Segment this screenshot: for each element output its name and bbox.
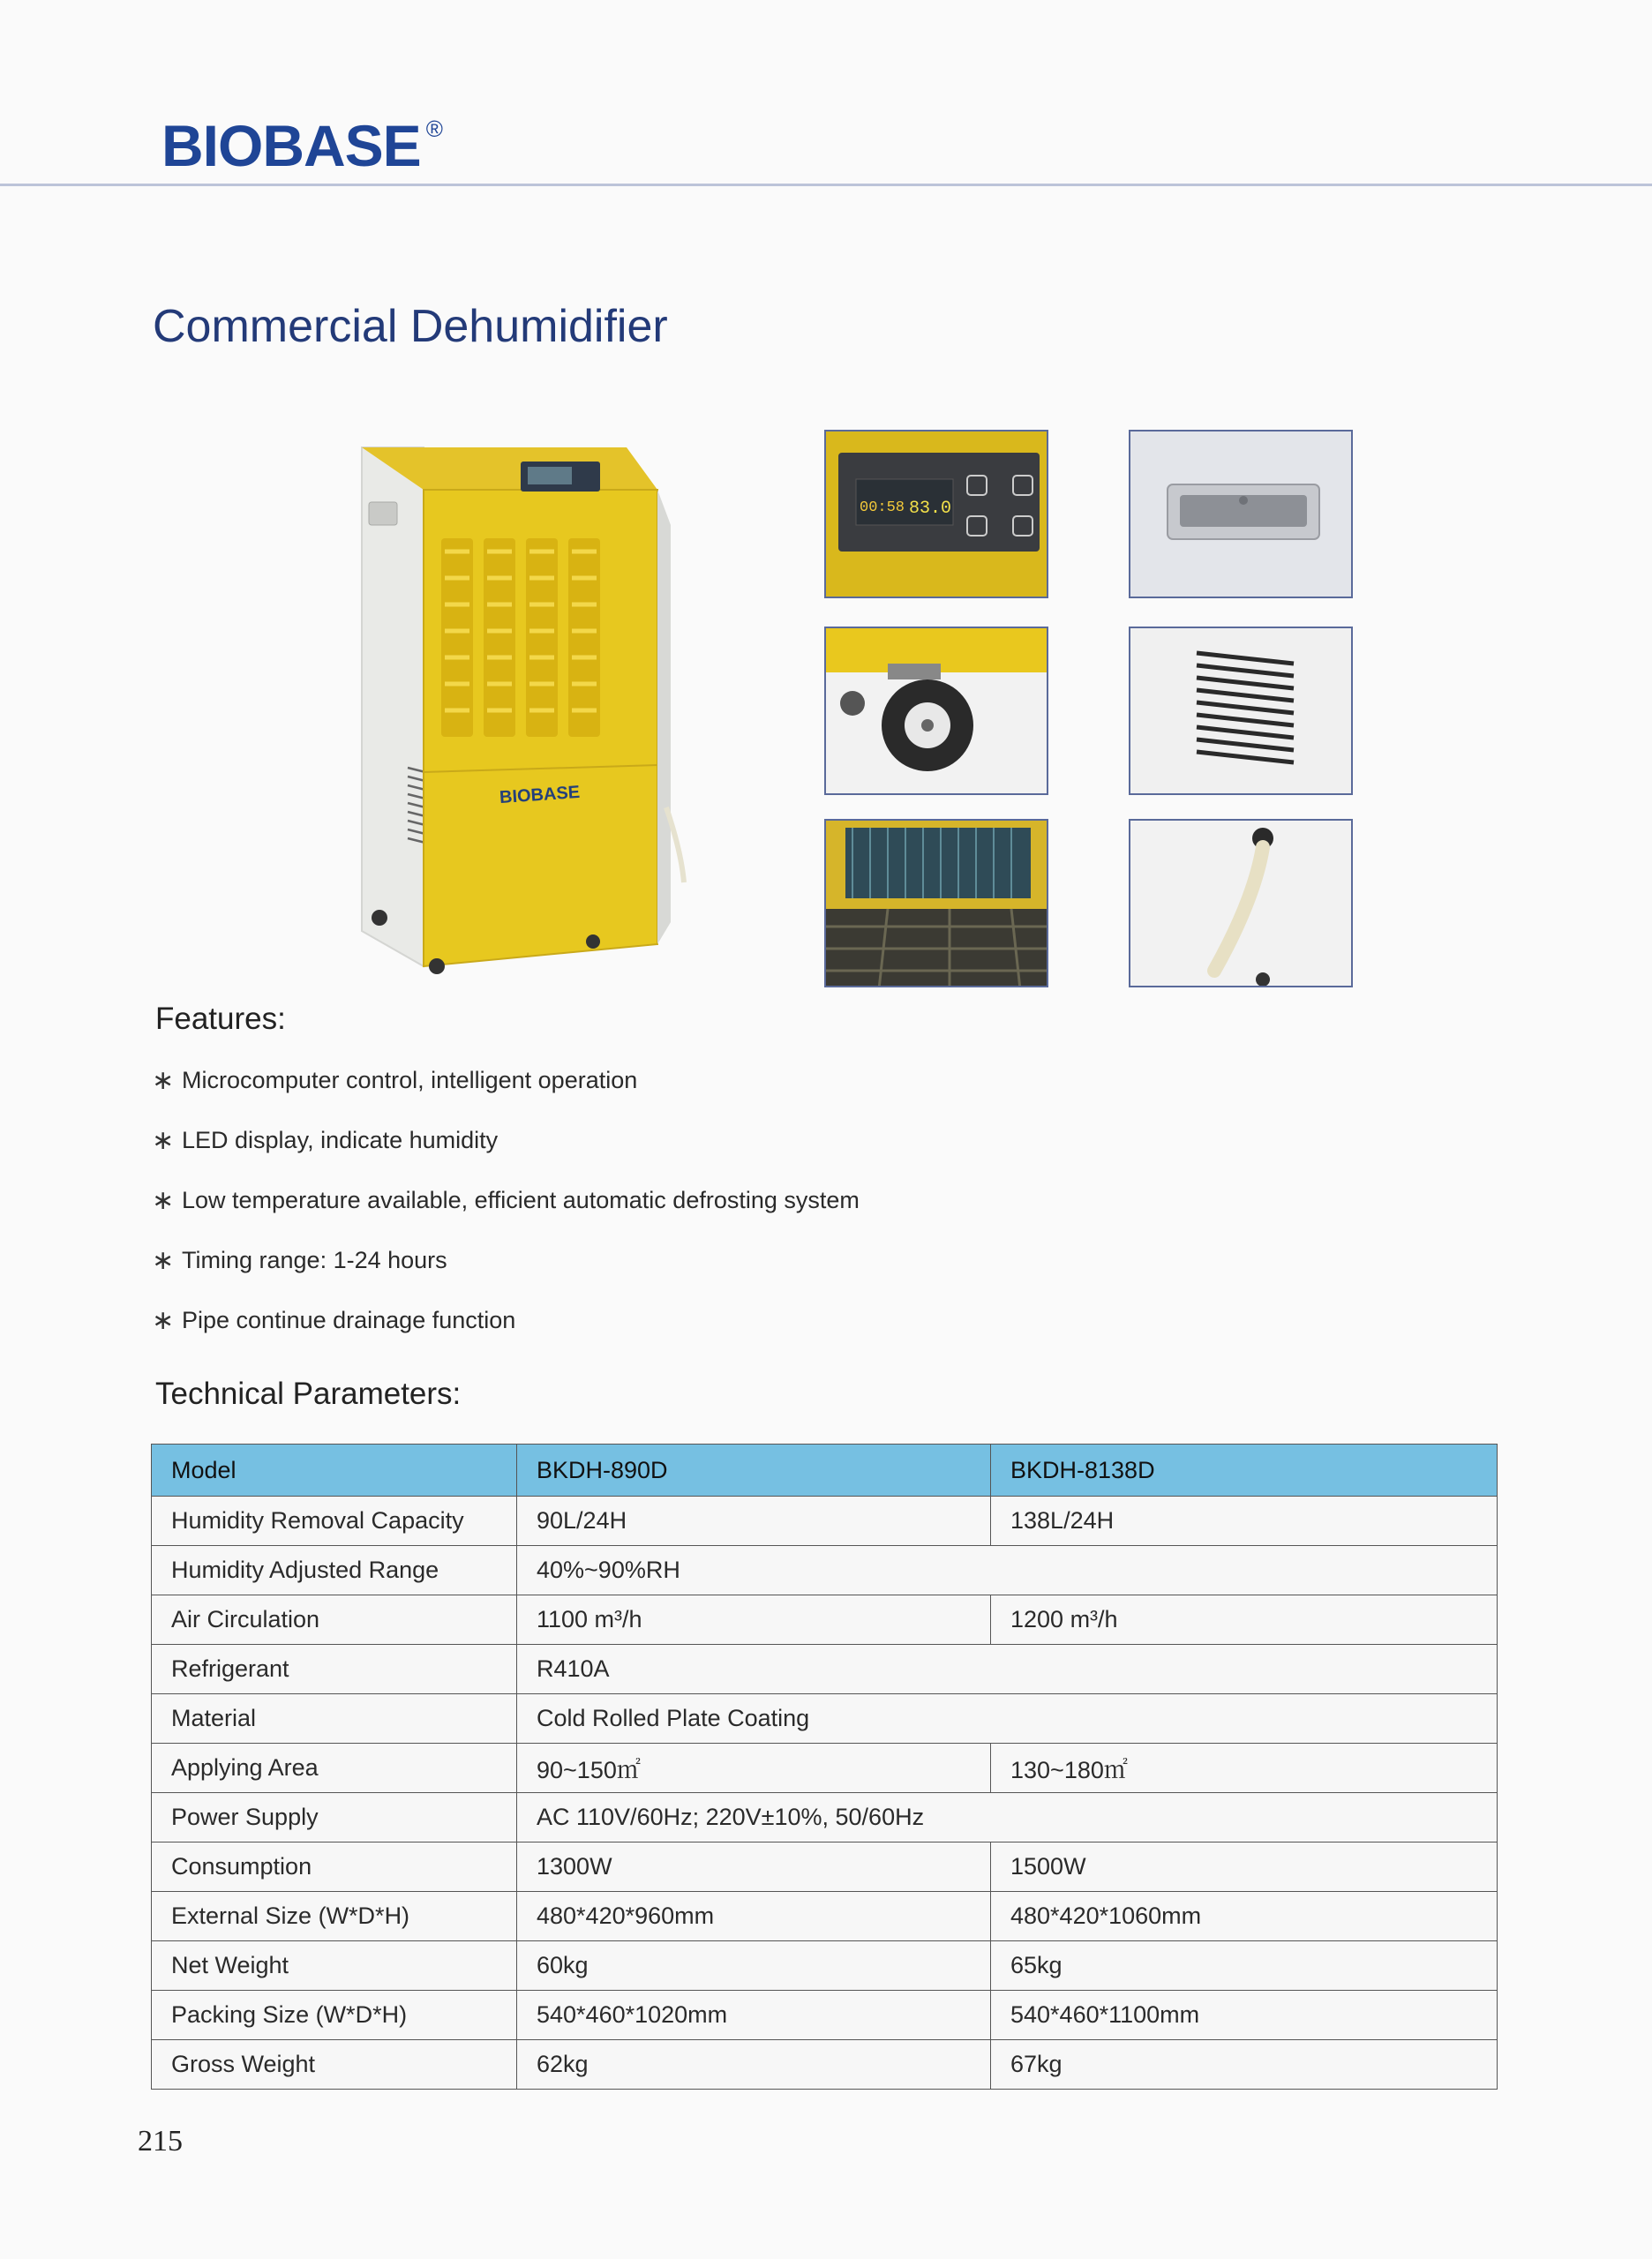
feature-bullet: ∗ [152, 1125, 175, 1155]
table-row [152, 2040, 1498, 2090]
param-label: Packing Size (W*D*H) [152, 1991, 517, 2040]
param-value: 67kg [991, 2040, 1498, 2090]
feature-bullet: ∗ [152, 1305, 175, 1335]
param-value: 62kg [517, 2040, 991, 2090]
param-label: Gross Weight [152, 2040, 517, 2090]
panel-timer-readout: 00:58 [860, 499, 905, 516]
detail-image-control-panel [824, 430, 1048, 598]
header-model-b: BKDH-8138D [991, 1445, 1498, 1497]
feature-text: Microcomputer control, intelligent operation [182, 1066, 638, 1093]
param-value: 40%~90%RH [517, 1546, 1498, 1595]
feature-bullet: ∗ [152, 1185, 175, 1215]
param-label: Humidity Adjusted Range [152, 1546, 517, 1595]
params-heading: Technical Parameters: [155, 1377, 462, 1411]
panel-humidity-readout: 83.0 [909, 499, 952, 519]
table-row [152, 1991, 1498, 2040]
hero-product-image [353, 437, 688, 982]
feature-item [152, 1290, 860, 1350]
param-value: 1100 m³/h [517, 1595, 991, 1645]
feature-text: Low temperature available, efficient automatic defrosting system [182, 1186, 860, 1213]
table-header-row [152, 1445, 1498, 1497]
detail-image-filter-coil [824, 819, 1048, 987]
param-label: Consumption [152, 1842, 517, 1892]
table-row [152, 1941, 1498, 1991]
table-row [152, 1744, 1498, 1793]
feature-bullet: ∗ [152, 1065, 175, 1095]
registered-mark: ® [425, 116, 442, 142]
header-model-a: BKDH-890D [517, 1445, 991, 1497]
param-label: Humidity Removal Capacity [152, 1497, 517, 1546]
page-number: 215 [138, 2125, 183, 2158]
param-label: Refrigerant [152, 1645, 517, 1694]
features-list [152, 1050, 860, 1350]
param-label: External Size (W*D*H) [152, 1892, 517, 1941]
technical-parameters-table [151, 1444, 1498, 2090]
table-row [152, 1497, 1498, 1546]
detail-image-drain-pipe [1129, 819, 1353, 987]
param-value: 1200 m³/h [991, 1595, 1498, 1645]
param-value: 90~150㎡ [517, 1744, 991, 1793]
header-divider [0, 184, 1652, 186]
table-row [152, 1793, 1498, 1842]
page-title: Commercial Dehumidifier [153, 301, 668, 352]
param-label: Net Weight [152, 1941, 517, 1991]
feature-item [152, 1110, 860, 1170]
param-value: 90L/24H [517, 1497, 991, 1546]
param-value: 60kg [517, 1941, 991, 1991]
param-value: AC 110V/60Hz; 220V±10%, 50/60Hz [517, 1793, 1498, 1842]
feature-item [152, 1230, 860, 1290]
param-value: 1300W [517, 1842, 991, 1892]
feature-text: Pipe continue drainage function [182, 1306, 516, 1333]
param-label: Material [152, 1694, 517, 1744]
detail-image-air-vent-grille [1129, 627, 1353, 795]
param-value: R410A [517, 1645, 1498, 1694]
param-value: 480*420*960mm [517, 1892, 991, 1941]
feature-text: Timing range: 1-24 hours [182, 1246, 447, 1273]
feature-item [152, 1170, 860, 1230]
feature-item [152, 1050, 860, 1110]
features-heading: Features: [155, 1002, 286, 1036]
table-row [152, 1842, 1498, 1892]
detail-image-recessed-handle [1129, 430, 1353, 598]
table-row [152, 1892, 1498, 1941]
param-label: Power Supply [152, 1793, 517, 1842]
feature-text: LED display, indicate humidity [182, 1126, 499, 1153]
hero-brand-label: BIOBASE [499, 782, 581, 808]
param-value: 130~180㎡ [991, 1744, 1498, 1793]
table-row [152, 1645, 1498, 1694]
header-model: Model [152, 1445, 517, 1497]
param-label: Air Circulation [152, 1595, 517, 1645]
param-value: 540*460*1100mm [991, 1991, 1498, 2040]
table-row [152, 1595, 1498, 1645]
param-value: 65kg [991, 1941, 1498, 1991]
param-value: 1500W [991, 1842, 1498, 1892]
table-row [152, 1546, 1498, 1595]
param-value: Cold Rolled Plate Coating [517, 1694, 1498, 1744]
table-row [152, 1694, 1498, 1744]
param-value: 138L/24H [991, 1497, 1498, 1546]
feature-bullet: ∗ [152, 1245, 175, 1275]
param-label: Applying Area [152, 1744, 517, 1793]
param-value: 540*460*1020mm [517, 1991, 991, 2040]
brand-logo: BIOBASE ® [161, 113, 442, 178]
detail-image-caster-wheel [824, 627, 1048, 795]
param-value: 480*420*1060mm [991, 1892, 1498, 1941]
